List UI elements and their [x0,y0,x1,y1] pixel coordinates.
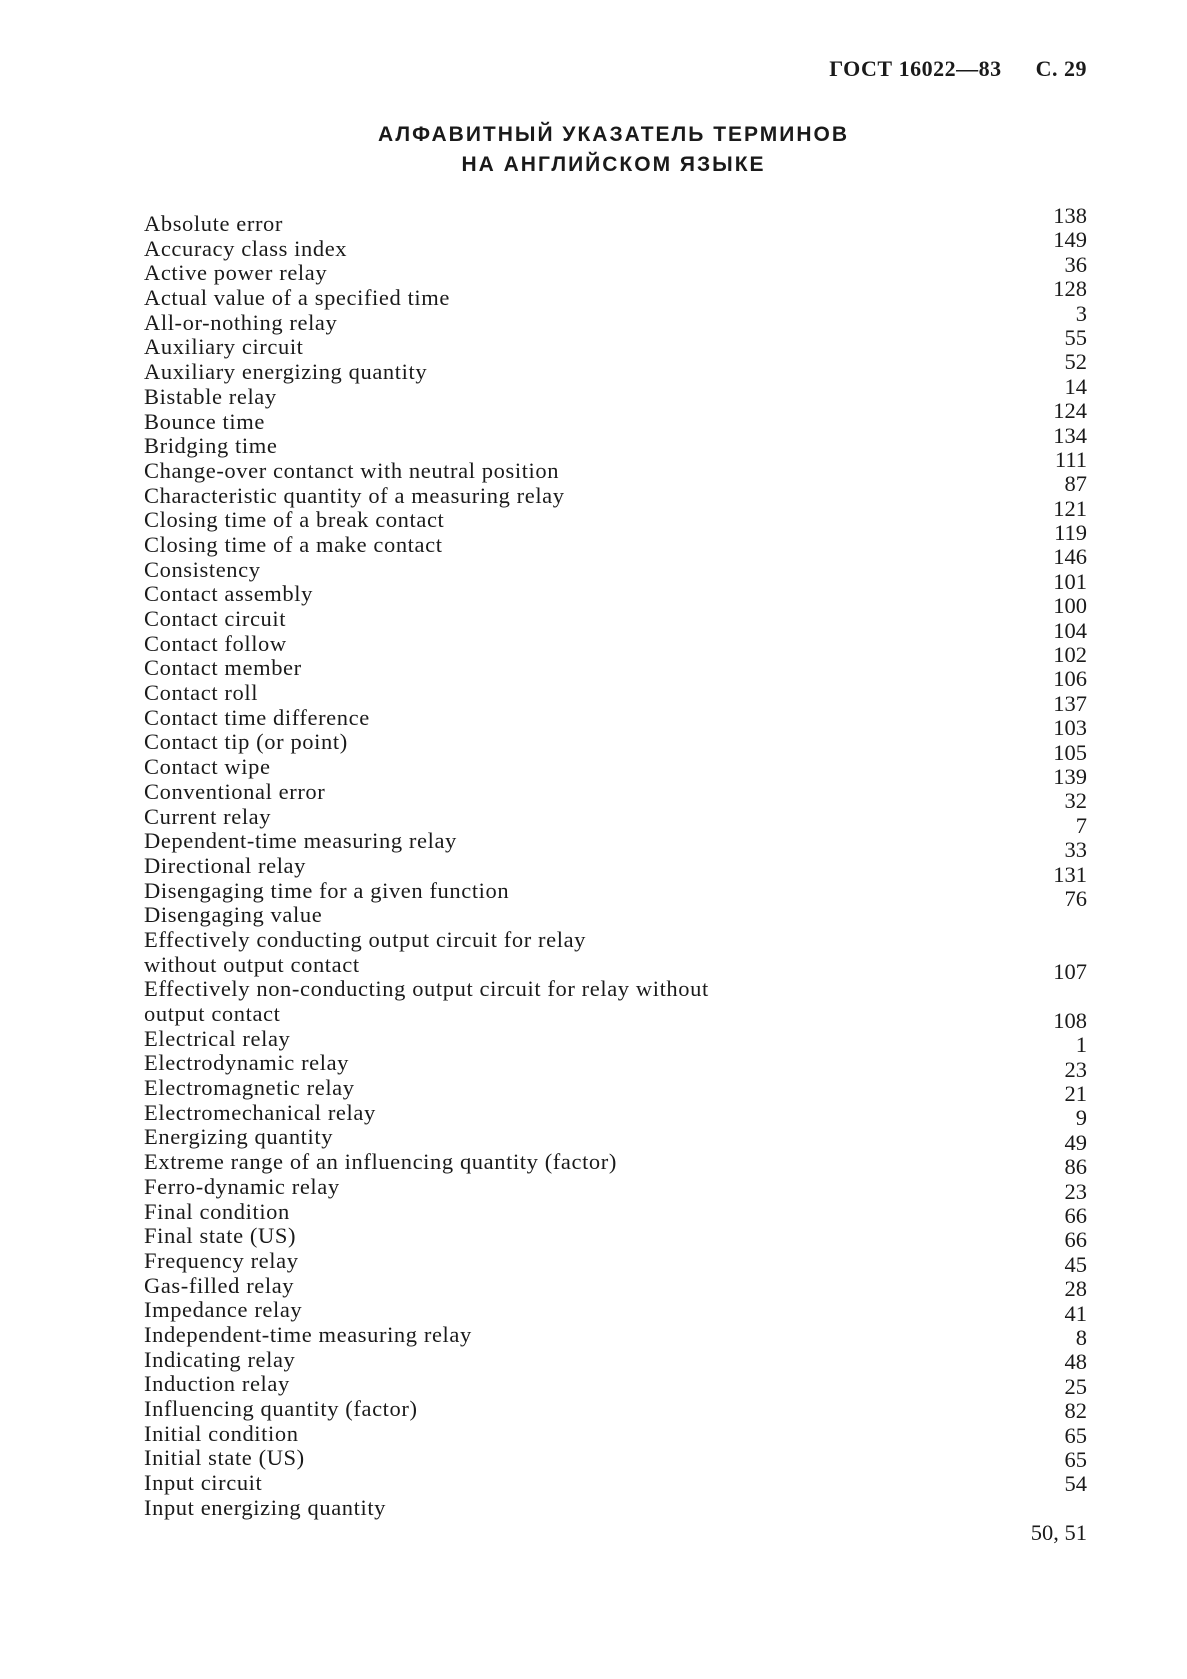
term-number: 3 [1075,300,1087,326]
term-number: 82 [1064,1398,1087,1424]
term-number: 124 [1053,398,1087,424]
index-term: Actual value of a specified time [144,285,450,311]
term-number: 50, 51 [1030,1520,1087,1546]
index-term: Disengaging value [144,902,323,928]
term-number: 65 [1064,1446,1087,1472]
index-term: Input energizing quantity [144,1494,387,1520]
term-number: 65 [1064,1422,1087,1448]
term-number [947,936,1087,960]
index-term: Final condition [144,1198,290,1224]
index-term: Auxiliary energizing quantity [144,359,428,385]
term-number: 45 [1064,1251,1087,1277]
index-term: Bistable relay [144,383,277,409]
term-number: 14 [1064,373,1087,399]
index-term: Active power relay [144,260,328,286]
term-number [947,985,1087,1009]
page-numbers-column [947,204,1087,1545]
term-number: 87 [1064,471,1087,497]
index-term: Indicating relay [144,1346,296,1372]
term-number: 36 [1064,251,1087,277]
term-number: 121 [1053,495,1087,521]
term-number: 52 [1064,349,1087,375]
page-number: С. 29 [1035,56,1087,81]
index-term: Bridging time [144,433,278,459]
index-term: All-or-nothing relay [144,309,338,335]
index-term: Initial state (US) [144,1445,305,1471]
index-term: Input circuit [144,1470,263,1496]
term-number: 101 [1053,568,1087,594]
term-number: 33 [1064,837,1087,863]
term-number: 41 [1064,1300,1087,1326]
index-term: Effectively conducting output circuit for relay [144,926,587,952]
term-number: 55 [1064,324,1087,350]
index-term: Conventional error [144,778,326,804]
index-term: Bounce time [144,408,265,434]
index-term: Contact time difference [144,704,370,730]
index-term: Contact roll [144,680,259,706]
term-number: 49 [1064,1129,1087,1155]
term-number: 105 [1053,739,1087,765]
term-number: 32 [1064,788,1087,814]
term-number: 119 [1054,520,1087,546]
term-number: 128 [1053,276,1087,302]
term-number: 103 [1053,715,1087,741]
term-number: 25 [1064,1373,1087,1399]
index-term: Consistency [144,556,261,582]
term-number: 111 [1054,446,1087,472]
term-number: 104 [1053,617,1087,643]
index-term: Contact tip (or point) [144,729,348,755]
index-term: Contact member [144,655,302,681]
index-term: Ferro-dynamic relay [144,1173,340,1199]
term-number: 21 [1064,1081,1087,1107]
term-number: 8 [1075,1324,1087,1350]
term-number: 137 [1053,690,1087,716]
term-number: 106 [1053,666,1087,692]
index-term: Contact assembly [144,581,313,607]
term-number: 138 [1053,203,1087,228]
term-number: 100 [1053,593,1087,619]
index-term: Impedance relay [144,1297,303,1323]
term-number: 48 [1064,1349,1087,1375]
index-term: Independent-time measuring relay [144,1321,472,1347]
index-term: Induction relay [144,1371,290,1397]
title-line-2: НА АНГЛИЙСКОМ ЯЗЫКЕ [461,153,766,176]
term-number [947,1497,1087,1521]
terms-column [144,212,824,1520]
term-number: 66 [1064,1203,1087,1229]
term-number: 131 [1053,861,1087,887]
index-term: Electrical relay [144,1025,291,1051]
term-number: 86 [1064,1154,1087,1180]
term-number [947,911,1087,935]
index-term: output contact [144,1001,281,1026]
index-term: Directional relay [144,852,306,878]
page-title [0,120,1187,180]
index-term: Initial condition [144,1420,299,1446]
title-line-1: АЛФАВИТНЫЙ УКАЗАТЕЛЬ ТЕРМИНОВ [377,123,850,146]
index-term: Electromagnetic relay [144,1075,355,1101]
index-term: Disengaging time for a given function [144,877,510,903]
index-term: Influencing quantity (factor) [144,1396,418,1421]
index-term: Closing time of a break contact [144,507,445,533]
term-number: 76 [1064,885,1087,911]
term-number: 149 [1053,227,1087,253]
index-term: Contact follow [144,630,287,656]
index-term: Energizing quantity [144,1124,334,1150]
index-term: Contact circuit [144,606,287,631]
running-header [829,56,1087,82]
term-number: 1 [1075,1032,1087,1058]
index-term: Current relay [144,803,272,829]
term-number: 134 [1053,422,1087,448]
index-term: Contact wipe [144,754,271,780]
index-term: Frequency relay [144,1247,299,1273]
index-term: Auxiliary circuit [144,334,304,360]
index-term: Gas-filled relay [144,1272,295,1298]
term-number: 54 [1064,1471,1087,1497]
index-term: Change-over contanct with neutral position [144,457,560,483]
term-number: 66 [1064,1227,1087,1253]
index-term: Absolute error [144,211,283,236]
term-number: 28 [1064,1276,1087,1302]
term-number: 23 [1064,1178,1087,1204]
index-term: Accuracy class index [144,235,348,261]
term-number: 108 [1053,1007,1087,1033]
index-term: Extreme range of an influencing quantity (factor) [144,1149,617,1175]
term-number: 7 [1075,812,1087,838]
index-term: Electrodynamic relay [144,1050,350,1076]
index-term: without output contact [144,951,360,977]
term-number: 102 [1053,642,1087,668]
term-number: 23 [1064,1056,1087,1082]
index-term: Final state (US) [144,1223,297,1249]
term-number: 107 [1053,959,1087,985]
index-term: Electromechanical relay [144,1099,376,1125]
index-term: Effectively non-conducting output circuit for relay without [144,976,709,1002]
term-number: 9 [1075,1105,1087,1131]
index-term: Closing time of a make contact [144,531,443,557]
index-term: Dependent-time measuring relay [144,828,457,854]
term-number: 139 [1053,763,1087,789]
standard-number: ГОСТ 16022—83 [829,56,1002,81]
index-term: Characteristic quantity of a measuring relay [144,482,565,508]
term-number: 146 [1053,544,1087,570]
